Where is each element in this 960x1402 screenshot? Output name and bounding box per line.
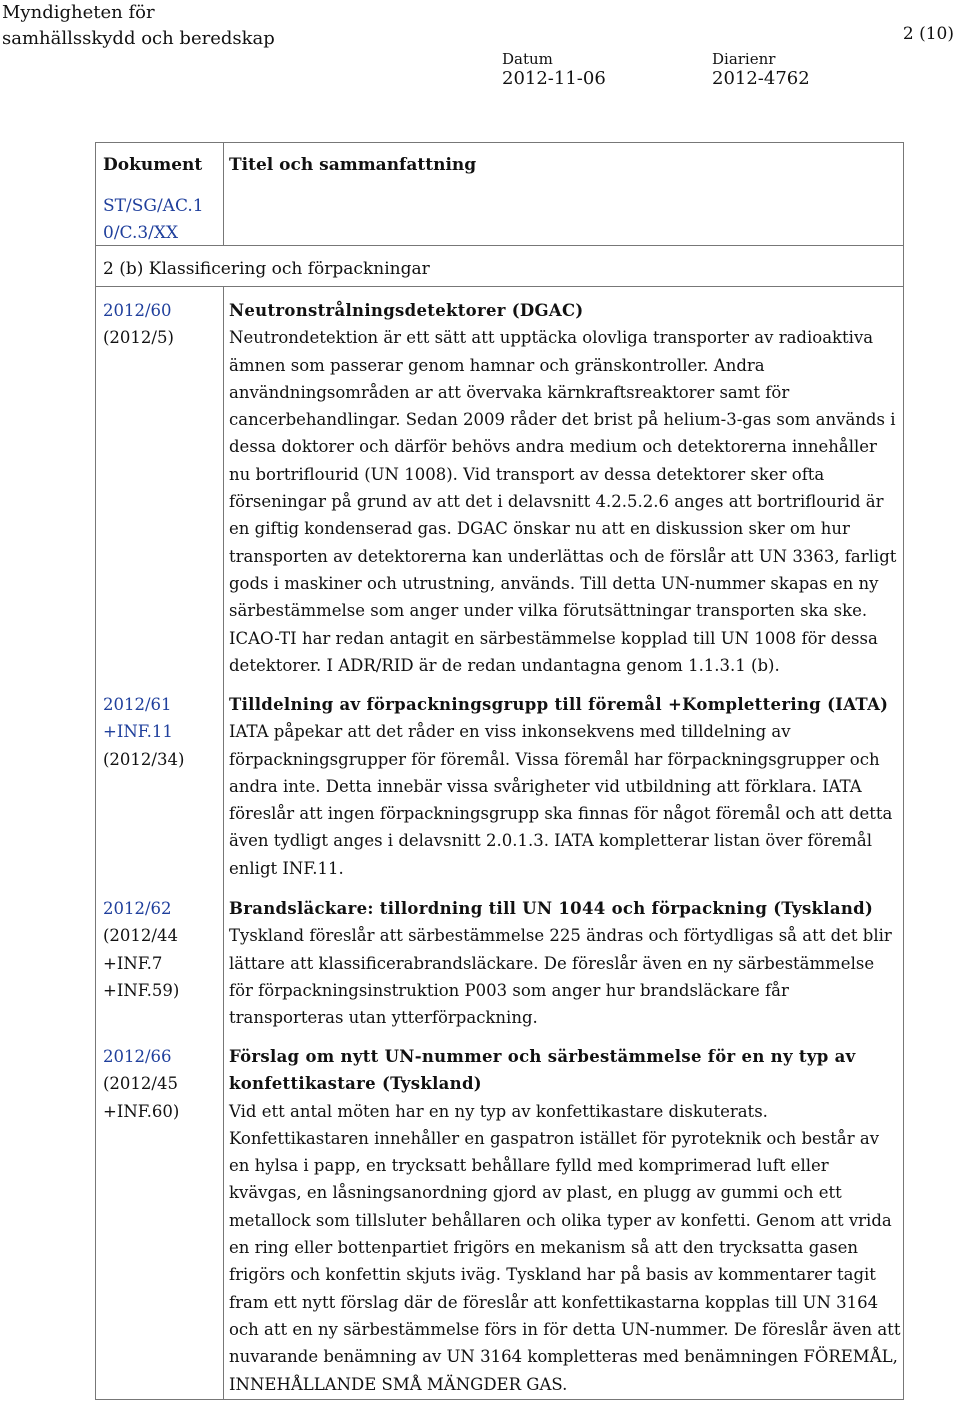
diarienr-value: 2012-4762	[712, 68, 810, 89]
reference-link[interactable]: +INF.11	[103, 722, 173, 742]
reference-link[interactable]: 2012/62	[103, 899, 172, 918]
item-title: Brandsläckare: tillordning till UN 1044 och förpackning (Tyskland)	[229, 899, 874, 918]
item-entry	[229, 691, 901, 882]
item-entry	[229, 1043, 901, 1398]
column-divider	[223, 143, 224, 245]
item-body: Vid ett antal möten har en ny typ av konfettikastare diskuterats. Konfettikastaren innehåller en gaspatron istället för pyroteknik och består av en hylsa i papp, en trycksatt behållare fylld med komprimerad luft eller kvävgas, en låsningsanordning gjord av plast, en plugg av gummi och ett metallock som tillsluter behållaren och olika typer av konfetti. Genom att vrida en ring eller bottenpartiet frigörs en mekanism så att den trycksatta gasen frigörs och konfettin skjuts iväg. Tyskland har på basis av kommentarer tagit fram ett nytt förslag där de föreslår att konfettikastarna kopplas till UN 3164 och att en ny särbestämmelse förs in för detta UN-nummer. De föreslår även att nuvarande benämning av UN 3164 kompletteras med benämningen FÖREMÅL, INNEHÅLLANDE SMÅ MÄNGDER GAS.	[229, 1101, 901, 1394]
reference-line: +INF.59)	[103, 980, 180, 1000]
item-body: Tyskland föreslår att särbestämmelse 225 ändras och förtydligas så att det blir lättare att klassificerabrandsläckare. De föreslår även en ny särbestämmelse för förpackningsinstruktion P003 som anger hur brandsläckare får transporteras utan ytterförpackning.	[229, 926, 892, 1028]
column-header-document: Dokument	[103, 155, 203, 175]
item-entry	[229, 297, 901, 679]
reference-link[interactable]: 2012/60	[103, 301, 172, 320]
item-entry	[229, 895, 901, 1031]
item-reference	[103, 297, 221, 352]
reference-link[interactable]: 2012/61	[103, 695, 172, 714]
page-number: 2 (10)	[902, 24, 954, 44]
reference-line: (2012/45	[103, 1074, 178, 1094]
column-header-title: Titel och sammanfattning	[229, 155, 477, 175]
reference-link[interactable]: 2012/66	[103, 1047, 172, 1066]
org-name	[2, 0, 275, 52]
item-body: IATA påpekar att det råder en viss inkonsekvens med tilldelning av förpackningsgrupper för föremål. Vissa föremål har förpackningsgrupper och andra inte. Detta innebär vissa svårigheter vid utbildning att förklara. IATA föreslår att ingen förpackningsgrupp ska finnas för något föremål och att detta även tydligt anges i delavsnitt 2.0.1.3. IATA kompletterar listan över föremål enligt INF.11.	[229, 722, 893, 878]
org-name-line2: samhällsskydd och beredskap	[2, 28, 275, 49]
reference-line: (2012/5)	[103, 328, 174, 348]
reference-line: +INF.7	[103, 953, 163, 973]
item-reference	[103, 1043, 221, 1125]
item-title: Tilldelning av förpackningsgrupp till föremål +Komplettering (IATA)	[229, 695, 889, 714]
document-id-line1[interactable]: ST/SG/AC.1	[103, 196, 204, 216]
diarienr-label: Diarienr	[712, 50, 776, 68]
items-table	[95, 286, 904, 1400]
item-reference	[103, 691, 221, 773]
reference-line: (2012/34)	[103, 749, 185, 769]
item-reference	[103, 895, 221, 1004]
datum-value: 2012-11-06	[502, 68, 606, 89]
section-band	[95, 246, 904, 286]
datum-label: Datum	[502, 50, 553, 68]
document-id-link[interactable]	[103, 193, 221, 247]
reference-line: +INF.60)	[103, 1101, 180, 1121]
document-id-line2[interactable]: 0/C.3/XX	[103, 223, 179, 243]
document-header-table	[95, 142, 904, 246]
section-title: 2 (b) Klassificering och förpackningar	[103, 259, 430, 279]
org-name-line1: Myndigheten för	[2, 2, 155, 23]
column-divider	[223, 287, 224, 1399]
item-body: Neutrondetektion är ett sätt att upptäcka olovliga transporter av radioaktiva ämnen som passerar genom hamnar och gränskontroller. Andra användningsområden ar att övervaka kärnkraftsreaktorer samt för cancerbehandlingar. Sedan 2009 råder det brist på helium-3-gas som används i dessa doktorer och därför behövs andra medium och detektorerna innehåller nu bortriflourid (UN 1008). Vid transport av dessa detektorer sker ofta förseningar på grund av att det i delavsnitt 4.2.5.2.6 anges att bortriflourid är en giftig kondenserad gas. DGAC önskar nu att en diskussion sker om hur transporten av detektorerna kan underlättas och de förslår att UN 3363, farligt gods i maskiner och utrustning, används. Till detta UN-nummer skapas en ny särbestämmelse som anger under vilka förutsättningar transporten ska ske. ICAO-TI har redan antagit en särbestämmelse kopplad till UN 1008 för dessa detektorer. I ADR/RID är de redan undantagna genom 1.1.3.1 (b).	[229, 328, 897, 675]
reference-line: (2012/44	[103, 926, 178, 946]
item-title: Förslag om nytt UN-nummer och särbestämmelse för en ny typ av konfettikastare (Tyskland)	[229, 1047, 856, 1094]
item-title: Neutronstrålningsdetektorer (DGAC)	[229, 301, 584, 320]
